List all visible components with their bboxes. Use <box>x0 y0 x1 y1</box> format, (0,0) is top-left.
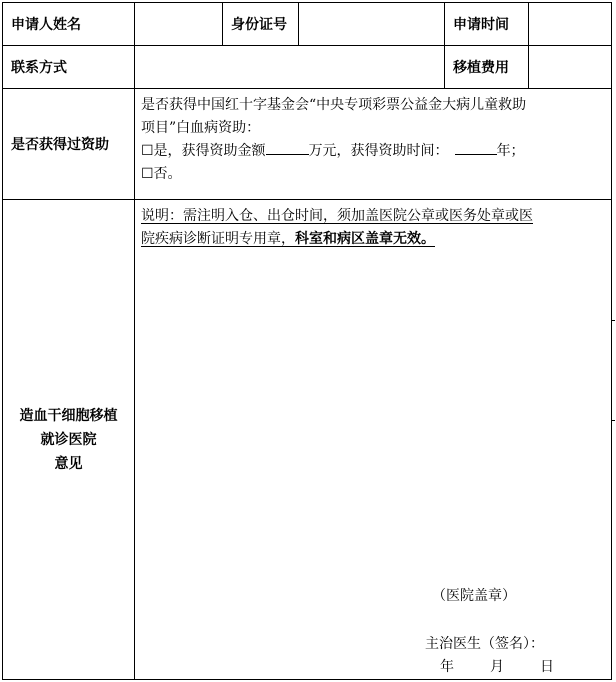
row-applicant <box>3 3 612 46</box>
funding-no-checkbox-label[interactable]: ☐否。 <box>141 166 182 182</box>
hospital-opinion-label-line1: 造血干细胞移植 <box>19 407 118 424</box>
date-day-label: 日 <box>540 659 554 675</box>
date-year-label: 年 <box>440 659 454 675</box>
hospital-opinion-label <box>3 200 135 680</box>
funding-question-cell <box>135 89 612 200</box>
funding-year-blank[interactable] <box>455 140 497 155</box>
row-contact <box>3 46 612 89</box>
date-month-label: 月 <box>490 659 504 675</box>
margin-tick-mark <box>611 320 615 321</box>
funding-question-line1: 是否获得中国红十字基金会“中央专项彩票公益金大病儿童救助 <box>141 97 527 113</box>
application-form-table <box>2 2 612 680</box>
signature-date <box>440 656 554 676</box>
applicant-name-label: 申请人姓名 <box>3 3 135 46</box>
id-number-field[interactable] <box>299 3 445 46</box>
funding-yes-checkbox-label[interactable]: ☐是，获得资助金额 <box>141 143 266 159</box>
funding-year-suffix: 年； <box>496 143 525 159</box>
hospital-note-line1: 说明：需注明入仓、出仓时间，须加盖医院公章或医务处章或医 <box>141 208 533 224</box>
contact-field[interactable] <box>135 46 445 89</box>
hospital-opinion-label-line3: 意见 <box>54 455 83 472</box>
funding-label: 是否获得过资助 <box>3 89 135 200</box>
hospital-note-line2: 院疾病诊断证明专用章， <box>141 231 295 247</box>
row-funding <box>3 89 612 200</box>
hospital-seal-text: （医院盖章） <box>432 588 516 604</box>
hospital-note-bold: 科室和病区盖章无效。 <box>295 231 435 247</box>
row-hospital-opinion <box>3 200 612 680</box>
funding-yes-line <box>141 140 605 163</box>
hospital-note <box>141 205 605 251</box>
id-number-label: 身份证号 <box>223 3 299 46</box>
doctor-signature-text: 主治医生（签名）： <box>425 636 544 652</box>
transplant-cost-label: 移植费用 <box>445 46 529 89</box>
contact-label: 联系方式 <box>3 46 135 89</box>
margin-tick-mark <box>611 420 615 421</box>
funding-question-line2: 项目”白血病资助： <box>141 120 261 136</box>
application-time-label: 申请时间 <box>445 3 529 46</box>
funding-amount-suffix: 万元，获得资助时间： <box>308 143 449 159</box>
funding-amount-blank[interactable] <box>266 140 309 155</box>
hospital-opinion-label-line2: 就诊医院 <box>40 431 97 448</box>
hospital-opinion-cell[interactable] <box>135 200 612 680</box>
application-time-field[interactable] <box>529 3 612 46</box>
transplant-cost-field[interactable] <box>529 46 612 89</box>
applicant-name-field[interactable] <box>135 3 223 46</box>
